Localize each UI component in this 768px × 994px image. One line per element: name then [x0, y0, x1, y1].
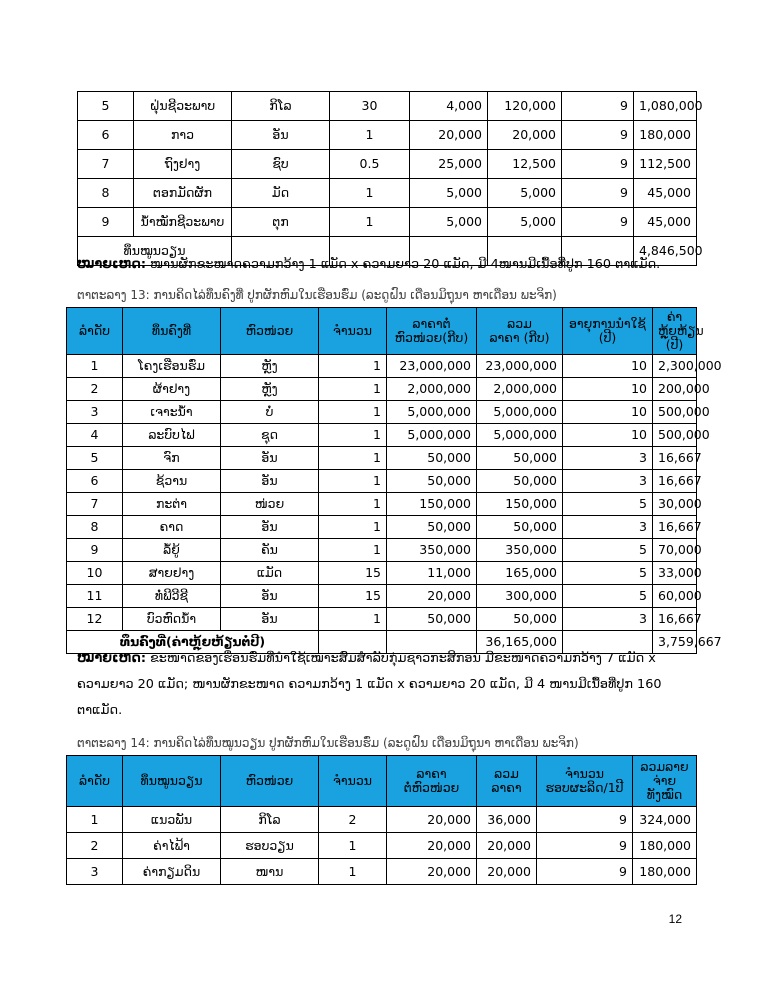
- table-row: [67, 378, 697, 401]
- table-header-cell: ລາຄາ ຕໍ່ຫົວໜ່ວຍ: [387, 756, 477, 807]
- table-cell: ກາວ: [134, 121, 232, 150]
- table-cell: 20,000: [477, 833, 537, 859]
- table-cell: 1: [67, 807, 123, 833]
- table-cell: ຊ້ວານ: [123, 470, 221, 493]
- table-12-continued: [77, 91, 703, 266]
- table-cell: 50,000: [387, 470, 477, 493]
- table-row: [67, 859, 697, 885]
- table-cell: 30: [330, 92, 410, 121]
- table-cell: 8: [67, 516, 123, 539]
- table-cell: 20,000: [387, 859, 477, 885]
- table-cell: ໜ່ວຍ: [221, 493, 319, 516]
- table-cell: 10: [563, 424, 653, 447]
- table-cell: 1: [330, 121, 410, 150]
- table-cell: 120,000: [488, 92, 562, 121]
- table-cell: ກະຕ່າ: [123, 493, 221, 516]
- table-cell: 8: [78, 179, 134, 208]
- table-cell: 180,000: [634, 121, 697, 150]
- table-row: [67, 470, 697, 493]
- table-header-cell: ລວມ ລາຄາ (ກີບ): [477, 308, 563, 355]
- table-cell: ໜານ: [221, 859, 319, 885]
- table-header-cell: ທຶນໝູນວຽນ: [123, 756, 221, 807]
- table-cell: 50,000: [387, 608, 477, 631]
- table-cell: 5,000: [488, 179, 562, 208]
- table-cell: 5: [563, 562, 653, 585]
- table-cell: ຕຸກ: [232, 208, 330, 237]
- total-label: ທຶນຄົງທີ່(ຄ່າຫຼຸ້ຍຫ້ຽນຕໍ່ປີ): [67, 631, 319, 654]
- table-cell: 2: [67, 833, 123, 859]
- table-cell: ຕອກມັດຜັກ: [134, 179, 232, 208]
- table-cell: 10: [563, 378, 653, 401]
- table-cell: ສາຍຢາງ: [123, 562, 221, 585]
- table-header-row: [67, 308, 697, 355]
- table-cell: 10: [67, 562, 123, 585]
- table-cell: 350,000: [477, 539, 563, 562]
- total-sum: 36,165,000: [477, 631, 563, 654]
- table-cell: 5,000: [410, 208, 488, 237]
- table-cell: 20,000: [387, 807, 477, 833]
- table-cell: 9: [562, 179, 634, 208]
- table-cell: 200,000: [653, 378, 697, 401]
- total-value: 3,759,667: [653, 631, 697, 654]
- table-cell: 16,667: [653, 516, 697, 539]
- table-cell: ກິໂລ: [221, 807, 319, 833]
- table-header-cell: ຈຳນວນ: [319, 308, 387, 355]
- table-row: [78, 92, 697, 121]
- table-cell: 1: [319, 516, 387, 539]
- table-cell: 12,500: [488, 150, 562, 179]
- table-cell: ຊຸດ: [221, 424, 319, 447]
- table-cell: 2: [319, 807, 387, 833]
- table-cell: 10: [563, 401, 653, 424]
- table-cell: 1: [330, 208, 410, 237]
- table-cell: ບໍ່: [221, 401, 319, 424]
- table-cell: 0.5: [330, 150, 410, 179]
- table-header-cell: ທຶນຄົງທີ່: [123, 308, 221, 355]
- note-label-2: ໝາຍເຫດ:: [77, 651, 146, 666]
- table-cell: 1: [319, 470, 387, 493]
- table-cell: 1: [319, 355, 387, 378]
- table-cell: 9: [562, 208, 634, 237]
- table-cell: 9: [562, 92, 634, 121]
- table-cell: 3: [563, 516, 653, 539]
- note-2-line-2: ຄວາມຍາວ 20 ແມັດ; ໜານຜັກຂະໜາດ ຄວາມກວ້າງ 1 ແມັດ x ຄວາມຍາວ 20 ແມັດ, ມີ 4 ໜານມີເນື້ອທີ່ປູກ 160: [77, 677, 662, 692]
- table-cell: 5,000,000: [387, 424, 477, 447]
- table-cell: ແນວພັນ: [123, 807, 221, 833]
- table-cell: 16,667: [653, 470, 697, 493]
- table-header-cell: ອາຍຸການນຳໃຊ້ (ປີ): [563, 308, 653, 355]
- table-cell: 25,000: [410, 150, 488, 179]
- table-cell: ລໍ້ຍູ້: [123, 539, 221, 562]
- table-cell: ຄາດ: [123, 516, 221, 539]
- table-header-cell: ລວມລາຍ ຈ່າຍທັງໝົດ: [633, 756, 697, 807]
- table-cell: 7: [67, 493, 123, 516]
- table-cell: 3: [563, 470, 653, 493]
- table-cell: 12: [67, 608, 123, 631]
- table-cell: ໂຄງເຮືອນຮົ່ມ: [123, 355, 221, 378]
- table-13-caption: ຕາຕະລາງ 13: ການຄິດໄລ່ທຶນຄົງທີ່ ປູກຜັກຫົມໃນເຮືອນຮົ່ມ (ລະດູຝົນ ເດືອນມິຖຸນາ ຫາເດືອນ ພະຈິກ): [77, 288, 557, 302]
- table-cell: 350,000: [387, 539, 477, 562]
- table-cell: 1,080,000: [634, 92, 697, 121]
- table-cell: 2: [67, 378, 123, 401]
- table-cell: 10: [563, 355, 653, 378]
- table-row: [67, 424, 697, 447]
- note-label: ໝາຍເຫດ:: [77, 257, 146, 272]
- table-13: [66, 307, 722, 654]
- table-cell: 9: [537, 833, 633, 859]
- table-cell: ອັນ: [221, 516, 319, 539]
- table-cell: ຈົກ: [123, 447, 221, 470]
- table-14: [66, 755, 697, 885]
- table-cell: 20,000: [410, 121, 488, 150]
- table-row: [67, 608, 697, 631]
- table-cell: 3: [563, 447, 653, 470]
- table-header-cell: ຫົວໜ່ວຍ: [221, 308, 319, 355]
- table-cell: 60,000: [653, 585, 697, 608]
- total-value: 4,846,500: [634, 237, 697, 266]
- table-cell: 1: [319, 608, 387, 631]
- table-cell: 112,500: [634, 150, 697, 179]
- table-cell: 50,000: [387, 516, 477, 539]
- table-cell: 4: [67, 424, 123, 447]
- table-cell: ຊົບ: [232, 150, 330, 179]
- table-cell: 15: [319, 585, 387, 608]
- table-cell: 150,000: [477, 493, 563, 516]
- table-cell: 3: [67, 401, 123, 424]
- table-cell: ອັນ: [221, 447, 319, 470]
- table-cell: 45,000: [634, 179, 697, 208]
- note-2: [77, 646, 661, 724]
- table-cell: 1: [319, 424, 387, 447]
- table-cell: 500,000: [653, 401, 697, 424]
- table-header-cell: ຫົວໜ່ວຍ: [221, 756, 319, 807]
- table-14-caption: ຕາຕະລາງ 14: ການຄິດໄລ່ທຶນໝູນວຽນ ປູກຜັກຫົມໃນເຮືອນຮົ່ມ (ລະດູຝົນ ເດືອນມິຖຸນາ ຫາເດືອນ ພະຈິກ): [77, 736, 579, 750]
- table-row: [67, 807, 697, 833]
- table-cell: 1: [319, 539, 387, 562]
- table-cell: ຫຼັງ: [221, 355, 319, 378]
- table-cell: ອັນ: [221, 608, 319, 631]
- table-cell: 6: [67, 470, 123, 493]
- table-cell: 180,000: [633, 859, 697, 885]
- table-cell: ມັດ: [232, 179, 330, 208]
- table-cell: ແມັດ: [221, 562, 319, 585]
- table-header-cell: ຈຳນວນ ຮອບຜະລິດ/1ປີ: [537, 756, 633, 807]
- table-cell: ຄ່າກຽມດິນ: [123, 859, 221, 885]
- table-cell: 11,000: [387, 562, 477, 585]
- table-cell: ຄັນ: [221, 539, 319, 562]
- table-row: [67, 585, 697, 608]
- table-row: [67, 401, 697, 424]
- table-cell: 5: [563, 585, 653, 608]
- table-row: [78, 179, 697, 208]
- note-2-line-1: ຂະໜາດຂອງເຮືອນຮົ່ມທີ່ນຳໃຊ້ເໝາະສົມສຳລັບກຸ່ມຊາວກະສິກອນ ມີຂະໜາດຄວາມກວ້າງ 7 ແມັດ x: [145, 651, 656, 666]
- table-cell: ອັນ: [221, 470, 319, 493]
- table-cell: 2,000,000: [387, 378, 477, 401]
- table-cell: 300,000: [477, 585, 563, 608]
- table-cell: 70,000: [653, 539, 697, 562]
- table-cell: 5: [563, 539, 653, 562]
- table-cell: 9: [562, 150, 634, 179]
- table-cell: 1: [319, 833, 387, 859]
- table-cell: ຝຸ່ນຊີວະພາບ: [134, 92, 232, 121]
- note-1: [77, 252, 660, 278]
- table-cell: ນ້ຳໝັກຊີວະພາບ: [134, 208, 232, 237]
- table-row: [78, 121, 697, 150]
- table-cell: 16,667: [653, 447, 697, 470]
- table-cell: 9: [537, 807, 633, 833]
- table-cell: ທໍ່ພີວີຊີ: [123, 585, 221, 608]
- table-row: [67, 447, 697, 470]
- table-cell: ຫຼັງ: [221, 378, 319, 401]
- table-cell: ກິໂລ: [232, 92, 330, 121]
- table-cell: 1: [319, 447, 387, 470]
- table-cell: 20,000: [387, 585, 477, 608]
- table-cell: 9: [67, 539, 123, 562]
- table-cell: 20,000: [477, 859, 537, 885]
- table-cell: ເຈາະນ້ຳ: [123, 401, 221, 424]
- page-number: 12: [668, 912, 682, 926]
- table-header-cell: ລາຄາຕໍ່ ຫົວໜ່ວຍ(ກີບ): [387, 308, 477, 355]
- table-cell: 9: [537, 859, 633, 885]
- table-row: [67, 516, 697, 539]
- table-cell: 4,000: [410, 92, 488, 121]
- table-cell: 324,000: [633, 807, 697, 833]
- table-cell: 5,000,000: [477, 424, 563, 447]
- table-cell: 9: [562, 121, 634, 150]
- table-header-cell: ຄ່າຫຼຸ້ຍຫ້ຽນ (ປີ): [653, 308, 697, 355]
- table-cell: 33,000: [653, 562, 697, 585]
- total-label: ທຶນໝູນວຽນ: [78, 237, 232, 266]
- table-header-cell: ລວມ ລາຄາ: [477, 756, 537, 807]
- table-cell: 20,000: [488, 121, 562, 150]
- table-row: [67, 833, 697, 859]
- table-cell: 50,000: [387, 447, 477, 470]
- table-cell: 2,300,000: [653, 355, 697, 378]
- table-cell: 5,000: [410, 179, 488, 208]
- table-cell: 2,000,000: [477, 378, 563, 401]
- table-cell: 30,000: [653, 493, 697, 516]
- table-cell: ຄ່າໄຟ້າ: [123, 833, 221, 859]
- table-cell: 50,000: [477, 516, 563, 539]
- table-cell: 500,000: [653, 424, 697, 447]
- table-row: [78, 150, 697, 179]
- table-cell: 3: [67, 859, 123, 885]
- table-cell: 36,000: [477, 807, 537, 833]
- table-cell: 20,000: [387, 833, 477, 859]
- table-header-cell: ຈຳນວນ: [319, 756, 387, 807]
- table-row: [67, 493, 697, 516]
- table-cell: 7: [78, 150, 134, 179]
- table-header-cell: ລຳດັບ: [67, 308, 123, 355]
- table-cell: 5: [563, 493, 653, 516]
- table-cell: 23,000,000: [387, 355, 477, 378]
- table-cell: 5,000,000: [387, 401, 477, 424]
- table-row: [67, 562, 697, 585]
- table-cell: 180,000: [633, 833, 697, 859]
- table-cell: 16,667: [653, 608, 697, 631]
- note-2-line-3: ຕາແມັດ.: [77, 703, 123, 718]
- table-row: [67, 539, 697, 562]
- table-cell: 5: [67, 447, 123, 470]
- table-cell: 1: [319, 859, 387, 885]
- table-cell: 50,000: [477, 447, 563, 470]
- table-cell: 11: [67, 585, 123, 608]
- table-header-row: [67, 756, 697, 807]
- table-cell: ຮອບວຽນ: [221, 833, 319, 859]
- table-cell: ຖົງຢາງ: [134, 150, 232, 179]
- table-cell: ອັນ: [232, 121, 330, 150]
- table-cell: 15: [319, 562, 387, 585]
- table-cell: 150,000: [387, 493, 477, 516]
- table-cell: 165,000: [477, 562, 563, 585]
- table-cell: 1: [319, 401, 387, 424]
- table-row: [78, 208, 697, 237]
- table-cell: 3: [563, 608, 653, 631]
- table-cell: 50,000: [477, 608, 563, 631]
- table-cell: 5: [78, 92, 134, 121]
- table-cell: 1: [319, 378, 387, 401]
- table-cell: ອັນ: [221, 585, 319, 608]
- table-header-cell: ລຳດັບ: [67, 756, 123, 807]
- table-cell: 45,000: [634, 208, 697, 237]
- table-cell: 1: [319, 493, 387, 516]
- table-cell: 50,000: [477, 470, 563, 493]
- table-cell: ຜ້າຢາງ: [123, 378, 221, 401]
- table-cell: 5,000: [488, 208, 562, 237]
- table-row: [67, 355, 697, 378]
- table-cell: 1: [67, 355, 123, 378]
- table-cell: 1: [330, 179, 410, 208]
- table-cell: ບົວຫົດນ້ຳ: [123, 608, 221, 631]
- note-text: ໜານຜັກຂະໜາດຄວາມກວ້າງ 1 ແມັດ x ຄວາມຍາວ 20 ແມັດ, ມີ 4ໜານມີເນື້ອທີ່ປູກ 160 ຕາແມັດ.: [145, 257, 661, 272]
- table-cell: 5,000,000: [477, 401, 563, 424]
- table-cell: 9: [78, 208, 134, 237]
- table-cell: 6: [78, 121, 134, 150]
- table-cell: 23,000,000: [477, 355, 563, 378]
- table-cell: ລະບົບໄຟ: [123, 424, 221, 447]
